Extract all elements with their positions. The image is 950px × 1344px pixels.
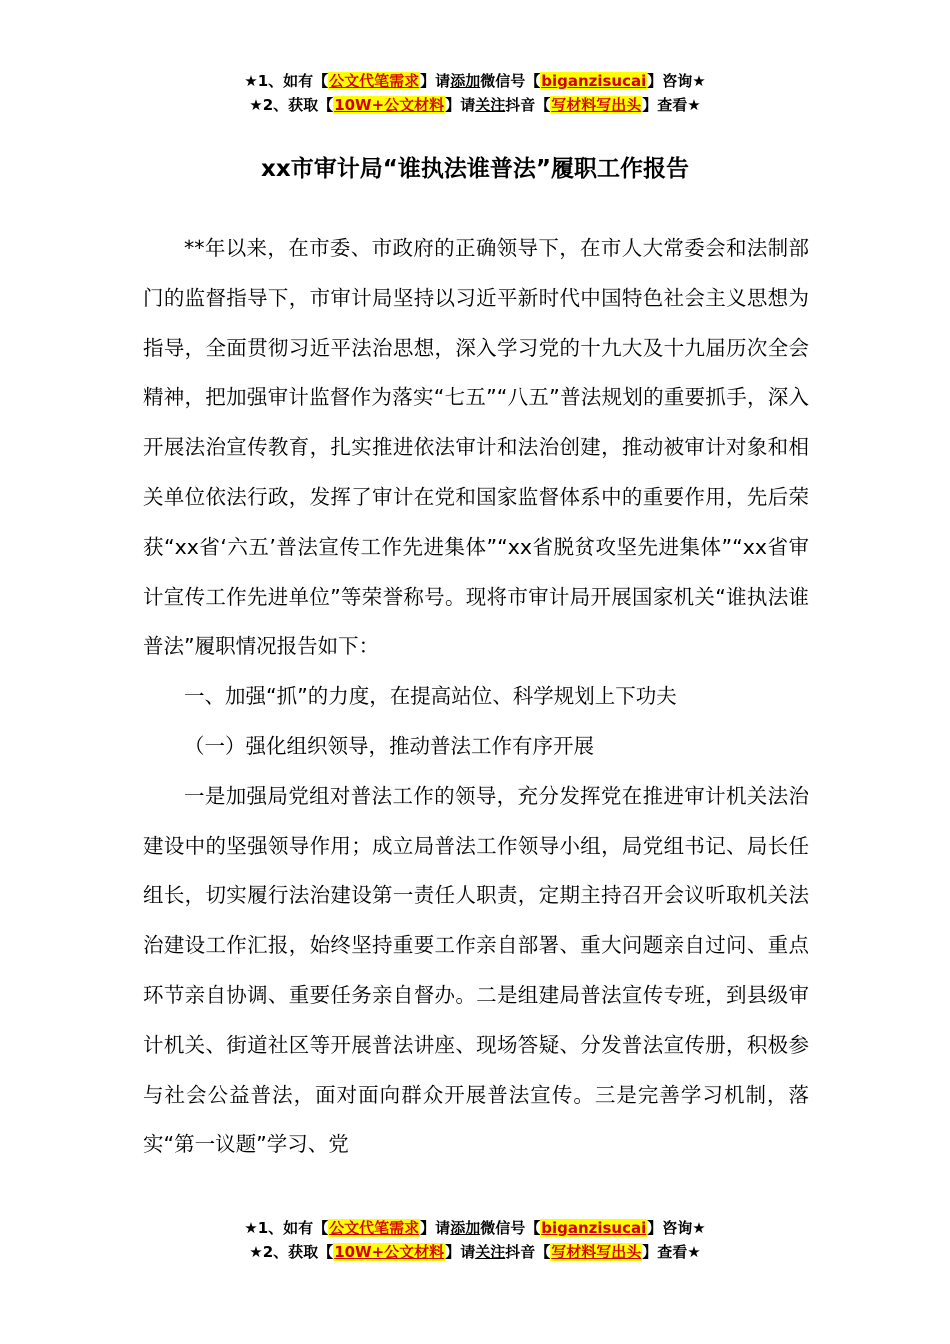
- banner-highlight: 写材料写出头: [551, 1243, 642, 1261]
- banner-text: 】咨询★: [647, 1219, 706, 1237]
- page-title: xx市审计局“谁执法谁普法”履职工作报告: [261, 156, 689, 182]
- banner-text: 】查看★: [642, 1243, 701, 1261]
- banner-text: 微信号【: [480, 1219, 541, 1237]
- bottom-banner: [0, 1216, 950, 1264]
- banner-highlight: 公文代笔需求: [329, 1219, 420, 1237]
- banner-highlight: biganzisucai: [541, 1219, 647, 1237]
- banner-text: ★1、如有【: [244, 1219, 329, 1237]
- banner-text: 抖音【: [505, 96, 551, 114]
- banner-text: 】请: [445, 96, 476, 114]
- banner-emphasis: 添加: [450, 72, 481, 90]
- banner-line-2: [0, 93, 950, 117]
- body-paragraph: 一是加强局党组对普法工作的领导，充分发挥党在推进审计机关法治建设中的坚强领导作用；成立局普法工作领导小组，局党组书记、局长任组长，切实履行法治建设第一责任人职责，定期主持召开会议听取机关法治建设工作汇报，始终坚持重要工作亲自部署、重大问题亲自过问、重点环节亲自协调、重要任务亲自督办。二是组建局普法宣传专班，到县级审计机关、街道社区等开展普法讲座、现场答疑、分发普法宣传册，积极参与社会公益普法，面对面向群众开展普法宣传。三是完善学习机制，落实“第一议题”学习、党: [143, 783, 809, 1157]
- banner-text: ★1、如有【: [244, 72, 329, 90]
- document-body: [143, 224, 809, 1170]
- top-banner: [0, 69, 950, 117]
- banner-highlight: 公文代笔需求: [329, 72, 420, 90]
- banner-highlight: 写材料写出头: [551, 96, 642, 114]
- banner-line-2: [0, 1240, 950, 1264]
- banner-text: 】查看★: [642, 96, 701, 114]
- banner-text: 】请: [445, 1243, 476, 1261]
- banner-highlight: 10W+公文材料: [334, 1243, 445, 1261]
- banner-emphasis: 关注: [475, 1243, 506, 1261]
- banner-text: ★2、获取【: [249, 96, 334, 114]
- intro-paragraph: **年以来，在市委、市政府的正确领导下，在市人大常委会和法制部门的监督指导下，市审计局坚持以习近平新时代中国特色社会主义思想为指导，全面贯彻习近平法治思想，深入学习党的十九大及十九届历次全会精神，把加强审计监督作为落实“七五”“八五”普法规划的重要抓手，深入开展法治宣传教育，扎实推进依法审计和法治创建，推动被审计对象和相关单位依法行政，发挥了审计在党和国家监督体系中的重要作用，先后荣获“xx省‘六五’普法宣传工作先进集体”“xx省脱贫攻坚先进集体”“xx省审计宣传工作先进单位”等荣誉称号。现将市审计局开展国家机关“谁执法谁普法”履职情况报告如下：: [143, 236, 809, 659]
- banner-line-1: [0, 69, 950, 93]
- banner-text: 微信号【: [480, 72, 541, 90]
- banner-line-1: [0, 1216, 950, 1240]
- banner-text: 】请: [420, 72, 451, 90]
- section-heading: 一、加强“抓”的力度，在提高站位、科学规划上下功夫: [184, 684, 677, 709]
- banner-emphasis: 关注: [475, 96, 506, 114]
- banner-text: ★2、获取【: [249, 1243, 334, 1261]
- banner-highlight: biganzisucai: [541, 72, 647, 90]
- banner-emphasis: 添加: [450, 1219, 481, 1237]
- banner-text: 抖音【: [505, 1243, 551, 1261]
- subsection-heading: （一）强化组织领导，推动普法工作有序开展: [184, 733, 594, 758]
- banner-text: 】请: [420, 1219, 451, 1237]
- banner-text: 】咨询★: [647, 72, 706, 90]
- banner-highlight: 10W+公文材料: [334, 96, 445, 114]
